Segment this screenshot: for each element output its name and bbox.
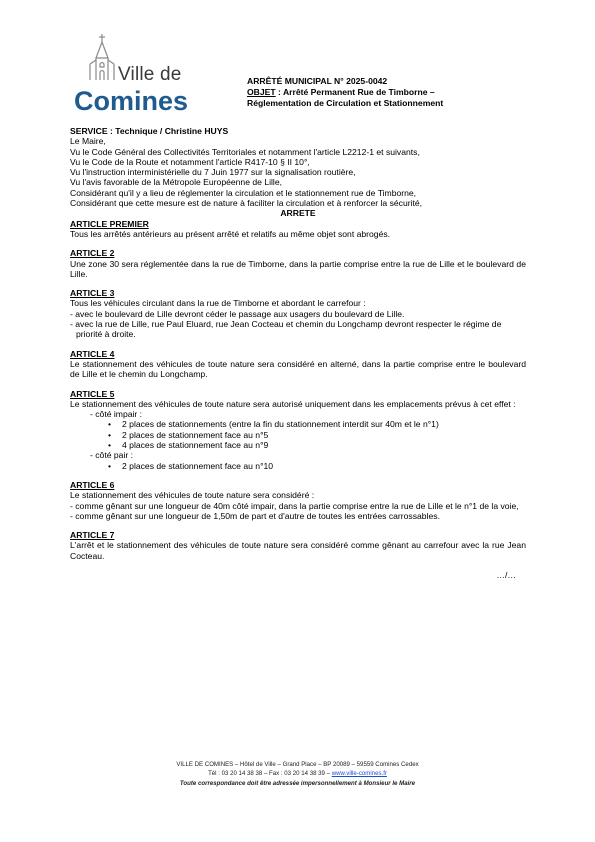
parking-spot-text: 2 places de stationnement face au n°5 bbox=[122, 429, 269, 440]
parking-spot-item bbox=[70, 461, 526, 471]
article-list-item: - comme gênant sur une longueur de 1,50m de part et d'autre de toutes les entrées carrossables. bbox=[70, 510, 440, 521]
service-line: SERVICE : Technique / Christine HUYS bbox=[70, 126, 229, 136]
parking-spot-text: 4 places de stationnement face au n°9 bbox=[122, 440, 269, 451]
article-4 bbox=[70, 349, 526, 380]
article-2 bbox=[70, 248, 526, 279]
article-7 bbox=[70, 530, 526, 561]
article-title: ARTICLE 2 bbox=[70, 248, 115, 259]
decree-header bbox=[247, 76, 443, 109]
continuation-mark: …/… bbox=[496, 569, 516, 580]
intro-line: Vu le Code Général des Collectivités Territoriales et notamment l'article L2212-1 et suivants, bbox=[70, 146, 420, 157]
article-5 bbox=[70, 389, 526, 471]
article-text: Le stationnement des véhicules de toute nature sera autorisé uniquement dans les emplacements prévus à cet effet : bbox=[70, 398, 516, 409]
parking-spot-item bbox=[70, 430, 526, 440]
bullet-icon: • bbox=[108, 460, 112, 471]
logo-text-comines: Comines bbox=[74, 86, 189, 116]
article-title: ARTICLE 4 bbox=[70, 348, 115, 359]
website-link[interactable]: www.ville-comines.fr bbox=[331, 770, 387, 778]
logo-text-ville-de: Ville de bbox=[118, 64, 182, 85]
object-text: : Arrêté Permanent Rue de Timborne – bbox=[275, 87, 435, 97]
article-title: ARTICLE 5 bbox=[70, 388, 115, 399]
article-title: ARTICLE 3 bbox=[70, 288, 115, 299]
intro-line: Vu l'instruction interministérielle du 7 Juin 1977 sur la signalisation routière, bbox=[70, 167, 356, 178]
intro-line: Le Maire, bbox=[70, 136, 106, 147]
article-text: Tous les arrêtés antérieurs au présent arrêté et relatifs au même objet sont abrogés. bbox=[70, 228, 391, 239]
page-footer bbox=[0, 760, 595, 788]
article-list-item: - avec la rue de Lille, rue Paul Eluard, rue Jean Cocteau et chemin du Longchamp devront respecter le régime de priorité à droite. bbox=[70, 319, 502, 340]
arrete-heading: ARRETE bbox=[280, 208, 316, 219]
intro-line: Vu l'avis favorable de la Métropole Européenne de Lille, bbox=[70, 177, 283, 188]
article-text: Tous les véhicules circulant dans la rue de Timborne et abordant le carrefour : bbox=[70, 298, 366, 309]
decree-title: ARRÊTÉ MUNICIPAL N° 2025-0042 bbox=[247, 76, 388, 86]
intro-line: Vu le Code de la Route et notamment l'article R417-10 § II 10°, bbox=[70, 156, 310, 167]
article-title: ARTICLE 6 bbox=[70, 479, 115, 490]
parking-spot-item bbox=[70, 440, 526, 450]
bullet-icon: • bbox=[108, 429, 112, 440]
parking-spot-text: 2 places de stationnements (entre la fin du stationnement interdit sur 40m et le n°1) bbox=[122, 419, 439, 430]
city-logo bbox=[72, 34, 192, 114]
footer-contact bbox=[0, 769, 595, 778]
bullet-icon: • bbox=[108, 419, 112, 430]
parking-spot-item bbox=[70, 419, 526, 429]
parking-side-odd: - côté impair : bbox=[90, 409, 143, 420]
intro-line: Considérant qu'il y a lieu de réglementer la circulation et le stationnement rue de Timborne, bbox=[70, 187, 417, 198]
article-1 bbox=[70, 219, 526, 240]
decree-object bbox=[247, 87, 443, 98]
footer-address: VILLE DE COMINES – Hôtel de Ville – Grand Place – BP 20089 – 59559 Comines Cedex bbox=[176, 761, 419, 768]
intro-line: Considérant que cette mesure est de nature à faciliter la circulation et à renforcer la sécurité, bbox=[70, 198, 423, 209]
footer-phone-fax: Tél : 03 20 14 38 38 – Fax : 03 20 14 38 39 – bbox=[208, 770, 332, 778]
article-list-item: - comme gênant sur une longueur de 40m côté impair, dans la partie comprise entre la rue de Lille et le n°1 de la voie, bbox=[70, 500, 519, 511]
article-text: Le stationnement des véhicules de toute nature sera considéré en alterné, dans la partie comprise entre le boulevard de Lille et le chemin du Longchamp. bbox=[70, 358, 526, 380]
article-text: Une zone 30 sera réglementée dans la rue de Timborne, dans la partie comprise entre la rue de Lille et le boulevard de Lille. bbox=[70, 258, 526, 279]
article-text: L'arrêt et le stationnement des véhicules de toute nature sera considéré comme gênant au carrefour avec la rue Jean Cocteau. bbox=[70, 540, 526, 561]
bullet-icon: • bbox=[108, 440, 112, 451]
decree-body bbox=[70, 126, 526, 580]
article-title: ARTICLE 7 bbox=[70, 530, 115, 541]
article-3 bbox=[70, 288, 526, 339]
article-title: ARTICLE PREMIER bbox=[70, 218, 149, 229]
article-6 bbox=[70, 480, 526, 521]
article-list-item: - avec le boulevard de Lille devront céder le passage aux usagers du boulevard de Lille. bbox=[70, 308, 405, 319]
church-tower-icon bbox=[86, 34, 118, 80]
parking-side-even: - côté pair : bbox=[90, 450, 133, 461]
decree-object-line2: Réglementation de Circulation et Stationnement bbox=[247, 98, 444, 108]
object-label: OBJET bbox=[247, 87, 276, 97]
article-text: Le stationnement des véhicules de toute nature sera considéré : bbox=[70, 490, 315, 501]
footer-notice: Toute correspondance doit être adressée impersonnellement à Monsieur le Maire bbox=[179, 779, 416, 787]
parking-spot-text: 2 places de stationnement face au n°10 bbox=[122, 460, 274, 471]
